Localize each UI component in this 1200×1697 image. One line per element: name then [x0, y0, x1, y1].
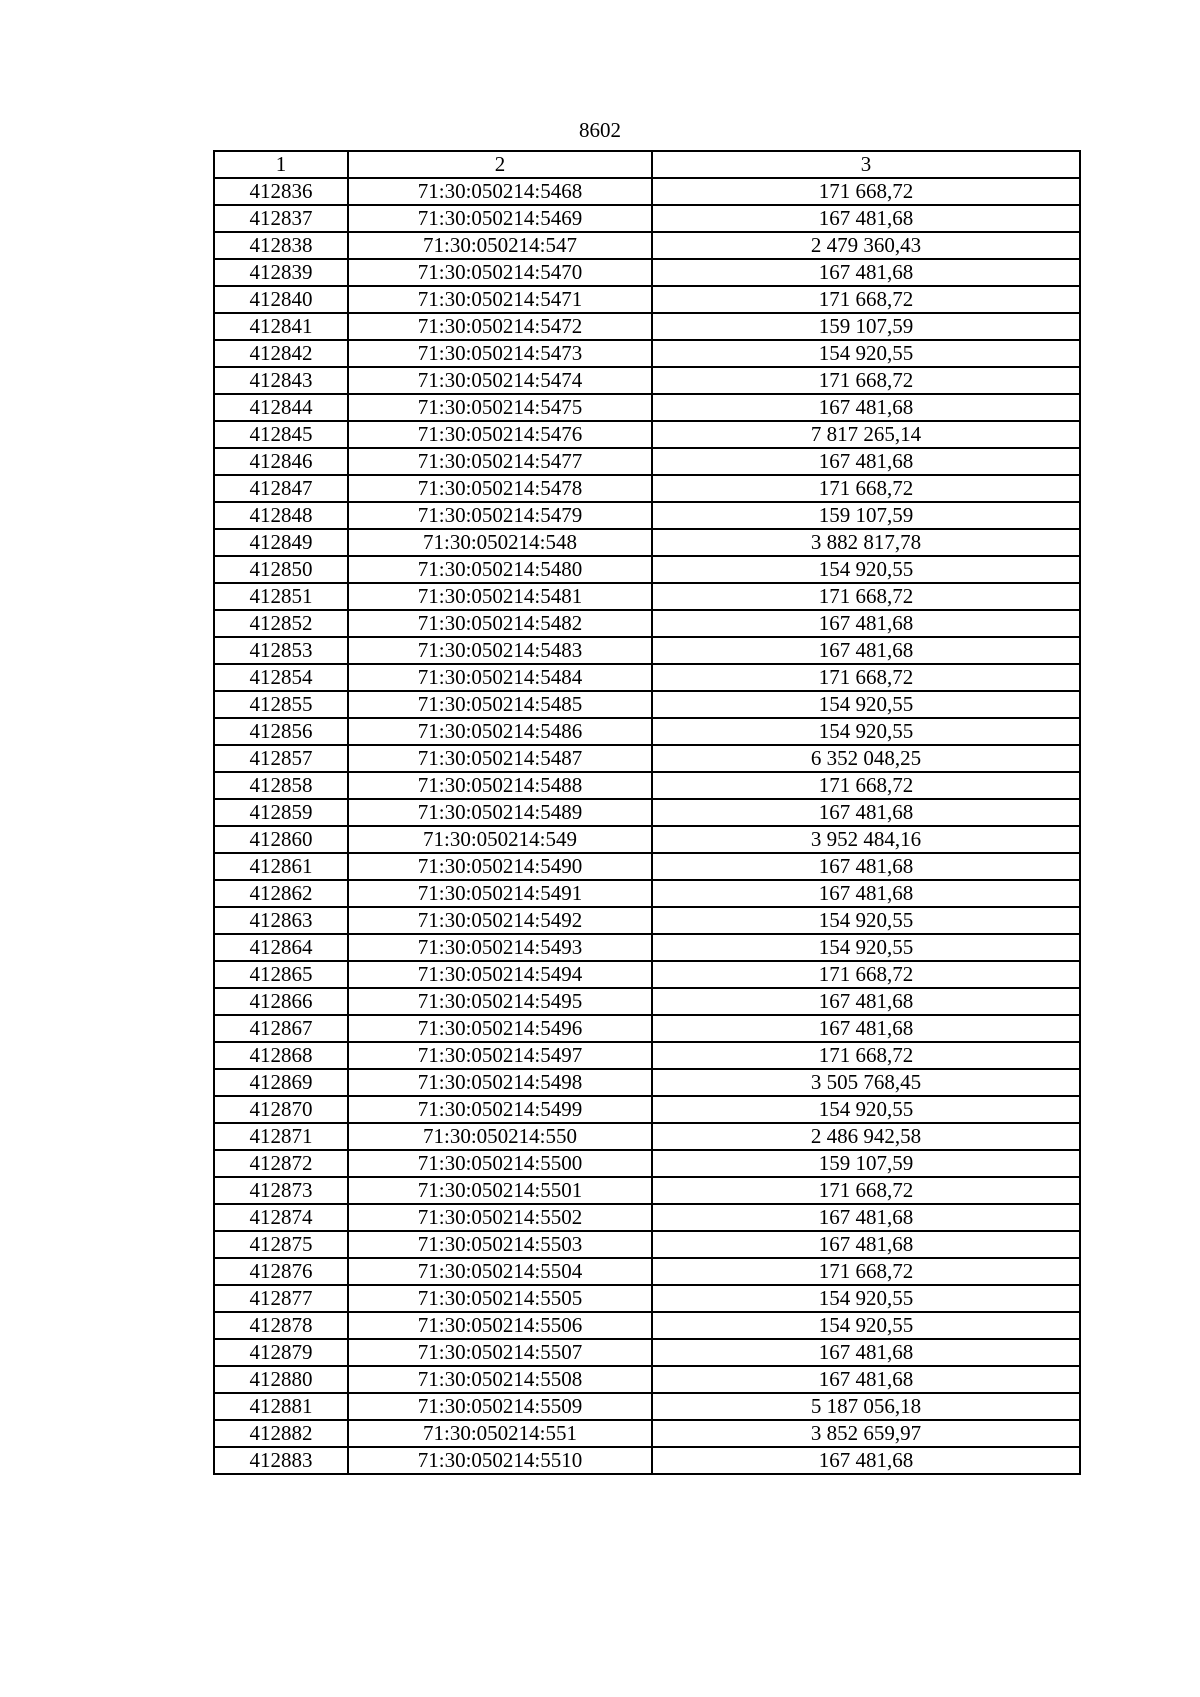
table-row	[214, 853, 1080, 880]
row-number-cell: 412836	[214, 178, 348, 205]
table-row	[214, 1366, 1080, 1393]
value-cell: 167 481,68	[652, 1339, 1080, 1366]
table-row	[214, 448, 1080, 475]
table-row	[214, 826, 1080, 853]
data-table	[213, 150, 1081, 1475]
table-row	[214, 259, 1080, 286]
row-number-cell: 412863	[214, 907, 348, 934]
value-cell: 167 481,68	[652, 637, 1080, 664]
row-number-cell: 412846	[214, 448, 348, 475]
row-number-cell: 412853	[214, 637, 348, 664]
row-number-cell: 412841	[214, 313, 348, 340]
row-number-cell: 412881	[214, 1393, 348, 1420]
table-row	[214, 1150, 1080, 1177]
cadastral-number-cell: 71:30:050214:5508	[348, 1366, 652, 1393]
table-row	[214, 1204, 1080, 1231]
table-row	[214, 745, 1080, 772]
value-cell: 171 668,72	[652, 664, 1080, 691]
value-cell: 167 481,68	[652, 853, 1080, 880]
table-row	[214, 718, 1080, 745]
cadastral-number-cell: 71:30:050214:5486	[348, 718, 652, 745]
cadastral-number-cell: 71:30:050214:5501	[348, 1177, 652, 1204]
table-row	[214, 232, 1080, 259]
row-number-cell: 412855	[214, 691, 348, 718]
row-number-cell: 412873	[214, 1177, 348, 1204]
cadastral-number-cell: 71:30:050214:5478	[348, 475, 652, 502]
table-row	[214, 1231, 1080, 1258]
cadastral-number-cell: 71:30:050214:5510	[348, 1447, 652, 1474]
cadastral-number-cell: 71:30:050214:5494	[348, 961, 652, 988]
cadastral-number-cell: 71:30:050214:5491	[348, 880, 652, 907]
value-cell: 167 481,68	[652, 1015, 1080, 1042]
cadastral-number-cell: 71:30:050214:5481	[348, 583, 652, 610]
row-number-cell: 412838	[214, 232, 348, 259]
value-cell: 167 481,68	[652, 1366, 1080, 1393]
value-cell: 5 187 056,18	[652, 1393, 1080, 1420]
table-row	[214, 367, 1080, 394]
value-cell: 154 920,55	[652, 907, 1080, 934]
table-row	[214, 907, 1080, 934]
cadastral-number-cell: 71:30:050214:5488	[348, 772, 652, 799]
row-number-cell: 412858	[214, 772, 348, 799]
cadastral-number-cell: 71:30:050214:5477	[348, 448, 652, 475]
row-number-cell: 412859	[214, 799, 348, 826]
row-number-cell: 412851	[214, 583, 348, 610]
cadastral-number-cell: 71:30:050214:5485	[348, 691, 652, 718]
table-row	[214, 475, 1080, 502]
value-cell: 171 668,72	[652, 961, 1080, 988]
table-row	[214, 394, 1080, 421]
cadastral-number-cell: 71:30:050214:5497	[348, 1042, 652, 1069]
cadastral-number-cell: 71:30:050214:548	[348, 529, 652, 556]
row-number-cell: 412877	[214, 1285, 348, 1312]
cadastral-number-cell: 71:30:050214:547	[348, 232, 652, 259]
table-row	[214, 664, 1080, 691]
cadastral-number-cell: 71:30:050214:5472	[348, 313, 652, 340]
table-row	[214, 1447, 1080, 1474]
row-number-cell: 412866	[214, 988, 348, 1015]
value-cell: 154 920,55	[652, 934, 1080, 961]
cadastral-number-cell: 71:30:050214:5505	[348, 1285, 652, 1312]
row-number-cell: 412872	[214, 1150, 348, 1177]
row-number-cell: 412854	[214, 664, 348, 691]
cadastral-number-cell: 71:30:050214:5492	[348, 907, 652, 934]
table-row	[214, 313, 1080, 340]
row-number-cell: 412861	[214, 853, 348, 880]
cadastral-number-cell: 71:30:050214:5468	[348, 178, 652, 205]
table-body	[214, 178, 1080, 1474]
cadastral-number-cell: 71:30:050214:5474	[348, 367, 652, 394]
row-number-cell: 412850	[214, 556, 348, 583]
cadastral-number-cell: 71:30:050214:5496	[348, 1015, 652, 1042]
row-number-cell: 412839	[214, 259, 348, 286]
table-row	[214, 286, 1080, 313]
column-header-1: 1	[214, 151, 348, 178]
row-number-cell: 412869	[214, 1069, 348, 1096]
cadastral-number-cell: 71:30:050214:5502	[348, 1204, 652, 1231]
table-row	[214, 1312, 1080, 1339]
cadastral-number-cell: 71:30:050214:551	[348, 1420, 652, 1447]
table-row	[214, 637, 1080, 664]
table-row	[214, 1042, 1080, 1069]
table-row	[214, 1177, 1080, 1204]
table-row	[214, 205, 1080, 232]
column-header-2: 2	[348, 151, 652, 178]
value-cell: 171 668,72	[652, 367, 1080, 394]
row-number-cell: 412868	[214, 1042, 348, 1069]
cadastral-number-cell: 71:30:050214:5489	[348, 799, 652, 826]
table-row	[214, 1285, 1080, 1312]
row-number-cell: 412842	[214, 340, 348, 367]
cadastral-number-cell: 71:30:050214:5473	[348, 340, 652, 367]
table-row	[214, 880, 1080, 907]
value-cell: 3 882 817,78	[652, 529, 1080, 556]
value-cell: 3 505 768,45	[652, 1069, 1080, 1096]
value-cell: 167 481,68	[652, 394, 1080, 421]
cadastral-number-cell: 71:30:050214:5483	[348, 637, 652, 664]
cadastral-number-cell: 71:30:050214:5490	[348, 853, 652, 880]
row-number-cell: 412860	[214, 826, 348, 853]
value-cell: 171 668,72	[652, 583, 1080, 610]
value-cell: 167 481,68	[652, 259, 1080, 286]
cadastral-number-cell: 71:30:050214:5493	[348, 934, 652, 961]
page-number: 8602	[579, 118, 621, 142]
cadastral-number-cell: 71:30:050214:5479	[348, 502, 652, 529]
cadastral-number-cell: 71:30:050214:5469	[348, 205, 652, 232]
row-number-cell: 412876	[214, 1258, 348, 1285]
table-header	[214, 151, 1080, 178]
row-number-cell: 412857	[214, 745, 348, 772]
cadastral-number-cell: 71:30:050214:5498	[348, 1069, 652, 1096]
table-row	[214, 556, 1080, 583]
row-number-cell: 412844	[214, 394, 348, 421]
table-row	[214, 772, 1080, 799]
cadastral-number-cell: 71:30:050214:549	[348, 826, 652, 853]
value-cell: 167 481,68	[652, 448, 1080, 475]
value-cell: 2 479 360,43	[652, 232, 1080, 259]
column-header-3: 3	[652, 151, 1080, 178]
cadastral-number-cell: 71:30:050214:5480	[348, 556, 652, 583]
table-row	[214, 799, 1080, 826]
cadastral-number-cell: 71:30:050214:5504	[348, 1258, 652, 1285]
row-number-cell: 412883	[214, 1447, 348, 1474]
cadastral-number-cell: 71:30:050214:5509	[348, 1393, 652, 1420]
value-cell: 167 481,68	[652, 799, 1080, 826]
value-cell: 154 920,55	[652, 1312, 1080, 1339]
table-row	[214, 1258, 1080, 1285]
row-number-cell: 412847	[214, 475, 348, 502]
table-row	[214, 340, 1080, 367]
row-number-cell: 412862	[214, 880, 348, 907]
row-number-cell: 412870	[214, 1096, 348, 1123]
value-cell: 167 481,68	[652, 880, 1080, 907]
row-number-cell: 412880	[214, 1366, 348, 1393]
row-number-cell: 412878	[214, 1312, 348, 1339]
value-cell: 154 920,55	[652, 718, 1080, 745]
table-row	[214, 1420, 1080, 1447]
value-cell: 167 481,68	[652, 610, 1080, 637]
cadastral-number-cell: 71:30:050214:5482	[348, 610, 652, 637]
table-row	[214, 529, 1080, 556]
row-number-cell: 412882	[214, 1420, 348, 1447]
table-row	[214, 1339, 1080, 1366]
row-number-cell: 412856	[214, 718, 348, 745]
row-number-cell: 412837	[214, 205, 348, 232]
value-cell: 154 920,55	[652, 340, 1080, 367]
row-number-cell: 412845	[214, 421, 348, 448]
row-number-cell: 412852	[214, 610, 348, 637]
row-number-cell: 412840	[214, 286, 348, 313]
cadastral-number-cell: 71:30:050214:5475	[348, 394, 652, 421]
table-row	[214, 1393, 1080, 1420]
value-cell: 154 920,55	[652, 556, 1080, 583]
value-cell: 171 668,72	[652, 1177, 1080, 1204]
value-cell: 3 852 659,97	[652, 1420, 1080, 1447]
table-row	[214, 502, 1080, 529]
value-cell: 159 107,59	[652, 1150, 1080, 1177]
cadastral-number-cell: 71:30:050214:5495	[348, 988, 652, 1015]
row-number-cell: 412867	[214, 1015, 348, 1042]
cadastral-number-cell: 71:30:050214:5507	[348, 1339, 652, 1366]
table-row	[214, 610, 1080, 637]
cadastral-number-cell: 71:30:050214:5506	[348, 1312, 652, 1339]
value-cell: 167 481,68	[652, 205, 1080, 232]
table-row	[214, 421, 1080, 448]
cadastral-number-cell: 71:30:050214:5471	[348, 286, 652, 313]
row-number-cell: 412848	[214, 502, 348, 529]
value-cell: 159 107,59	[652, 502, 1080, 529]
value-cell: 6 352 048,25	[652, 745, 1080, 772]
value-cell: 2 486 942,58	[652, 1123, 1080, 1150]
row-number-cell: 412849	[214, 529, 348, 556]
value-cell: 154 920,55	[652, 1096, 1080, 1123]
row-number-cell: 412864	[214, 934, 348, 961]
value-cell: 167 481,68	[652, 1447, 1080, 1474]
table-row	[214, 1123, 1080, 1150]
value-cell: 171 668,72	[652, 772, 1080, 799]
value-cell: 167 481,68	[652, 988, 1080, 1015]
row-number-cell: 412874	[214, 1204, 348, 1231]
row-number-cell: 412865	[214, 961, 348, 988]
value-cell: 154 920,55	[652, 1285, 1080, 1312]
cadastral-number-cell: 71:30:050214:5500	[348, 1150, 652, 1177]
cadastral-number-cell: 71:30:050214:5503	[348, 1231, 652, 1258]
cadastral-number-cell: 71:30:050214:5487	[348, 745, 652, 772]
value-cell: 159 107,59	[652, 313, 1080, 340]
row-number-cell: 412879	[214, 1339, 348, 1366]
value-cell: 171 668,72	[652, 475, 1080, 502]
value-cell: 154 920,55	[652, 691, 1080, 718]
row-number-cell: 412871	[214, 1123, 348, 1150]
cadastral-number-cell: 71:30:050214:550	[348, 1123, 652, 1150]
value-cell: 7 817 265,14	[652, 421, 1080, 448]
value-cell: 3 952 484,16	[652, 826, 1080, 853]
table-row	[214, 1015, 1080, 1042]
row-number-cell: 412875	[214, 1231, 348, 1258]
header-row	[214, 151, 1080, 178]
cadastral-number-cell: 71:30:050214:5499	[348, 1096, 652, 1123]
cadastral-number-cell: 71:30:050214:5484	[348, 664, 652, 691]
table-row	[214, 1069, 1080, 1096]
value-cell: 171 668,72	[652, 178, 1080, 205]
cadastral-number-cell: 71:30:050214:5476	[348, 421, 652, 448]
table-row	[214, 178, 1080, 205]
value-cell: 167 481,68	[652, 1204, 1080, 1231]
cadastral-number-cell: 71:30:050214:5470	[348, 259, 652, 286]
table-row	[214, 691, 1080, 718]
table-row	[214, 934, 1080, 961]
table-row	[214, 961, 1080, 988]
value-cell: 171 668,72	[652, 1042, 1080, 1069]
row-number-cell: 412843	[214, 367, 348, 394]
value-cell: 171 668,72	[652, 286, 1080, 313]
table-row	[214, 988, 1080, 1015]
value-cell: 171 668,72	[652, 1258, 1080, 1285]
table-row	[214, 1096, 1080, 1123]
value-cell: 167 481,68	[652, 1231, 1080, 1258]
table-row	[214, 583, 1080, 610]
